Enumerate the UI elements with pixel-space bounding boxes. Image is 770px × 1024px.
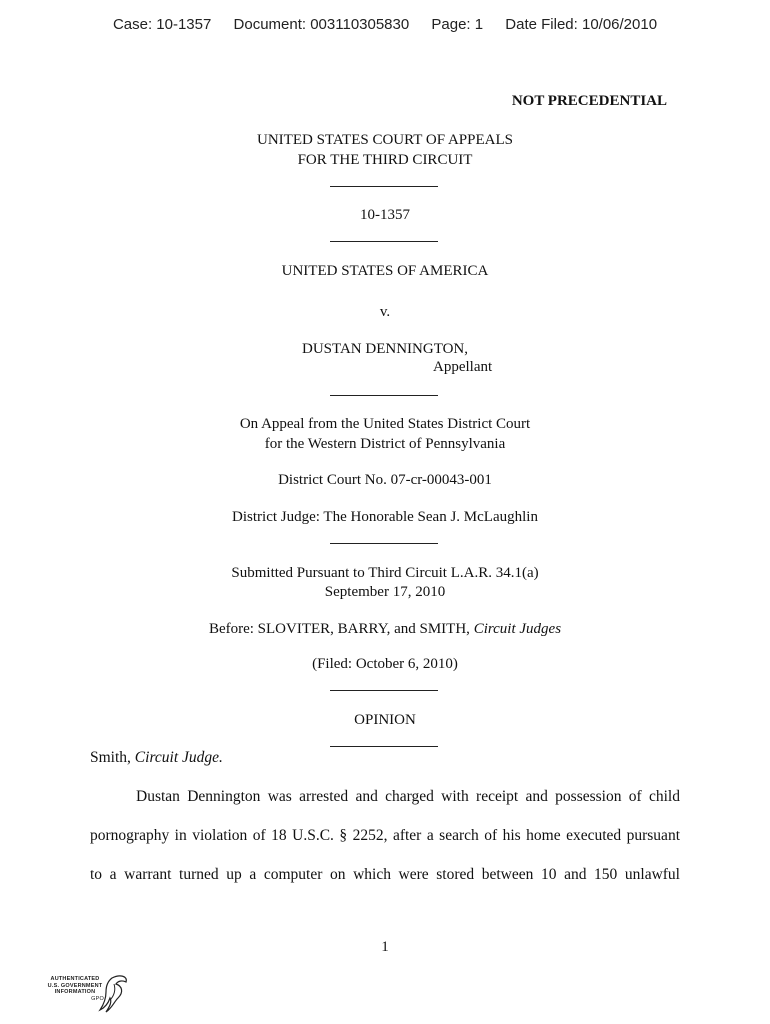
opinion-heading: OPINION: [354, 712, 416, 728]
divider-rule: [330, 395, 438, 396]
court-line-2: FOR THE THIRD CIRCUIT: [297, 152, 473, 168]
divider-rule: [330, 690, 438, 691]
defendant: DUSTAN DENNINGTON,: [301, 341, 468, 357]
date-filed-header: Date Filed: 10/06/2010: [505, 16, 658, 33]
paragraph-line-1: Dustan Dennington was arrested and charged with receipt and possession of child: [136, 788, 680, 805]
submitted-line-1: Submitted Pursuant to Third Circuit L.A.R. 34.1(a): [231, 565, 539, 581]
appeal-line-2: for the Western District of Pennsylvania: [264, 436, 506, 452]
logo-line-2: U.S. GOVERNMENT: [47, 982, 103, 989]
paragraph-line-3: to a warrant turned up a computer on which were stored between 10 and 150 unlawful: [90, 866, 680, 883]
page-header: [0, 16, 770, 33]
logo-line-4: GPO: [91, 995, 104, 1002]
filed-date: (Filed: October 6, 2010): [312, 656, 458, 672]
divider-rule: [330, 241, 438, 242]
page-number: 1: [381, 939, 389, 955]
appeal-line-1: On Appeal from the United States District Court: [239, 416, 531, 432]
before-judges-title: Circuit Judges: [473, 621, 562, 637]
logo-line-1: AUTHENTICATED: [50, 976, 100, 982]
gpo-authentication-logo: [42, 972, 132, 1018]
page-header-number: Page: 1: [431, 16, 484, 33]
before-judges-names: Before: SLOVITER, BARRY, and SMITH,: [208, 621, 474, 637]
eagle-icon: [42, 972, 132, 1018]
opinion-author: [90, 749, 223, 767]
divider-rule: [330, 186, 438, 187]
court-line-1: UNITED STATES COURT OF APPEALS: [257, 132, 513, 148]
divider-rule: [330, 543, 438, 544]
before-judges: [0, 619, 770, 639]
plaintiff: UNITED STATES OF AMERICA: [281, 263, 489, 279]
submitted-date: September 17, 2010: [324, 584, 446, 600]
logo-line-3: INFORMATION: [54, 989, 96, 995]
district-judge: District Judge: The Honorable Sean J. McLaughlin: [232, 509, 538, 525]
appellant-label: Appellant: [433, 359, 493, 375]
case-number: 10-1357: [360, 207, 410, 223]
divider-rule: [330, 746, 438, 747]
author-name: Smith,: [90, 749, 135, 766]
district-court-number: District Court No. 07-cr-00043-001: [278, 472, 492, 488]
not-precedential-label: NOT PRECEDENTIAL: [511, 93, 667, 109]
document-number-header: Document: 003110305830: [233, 16, 410, 33]
case-number-header: Case: 10-1357: [112, 16, 212, 33]
versus: v.: [379, 304, 391, 320]
paragraph-line-2: pornography in violation of 18 U.S.C. § 2252, after a search of his home executed pursuant: [90, 827, 680, 844]
author-title: Circuit Judge.: [134, 749, 223, 766]
